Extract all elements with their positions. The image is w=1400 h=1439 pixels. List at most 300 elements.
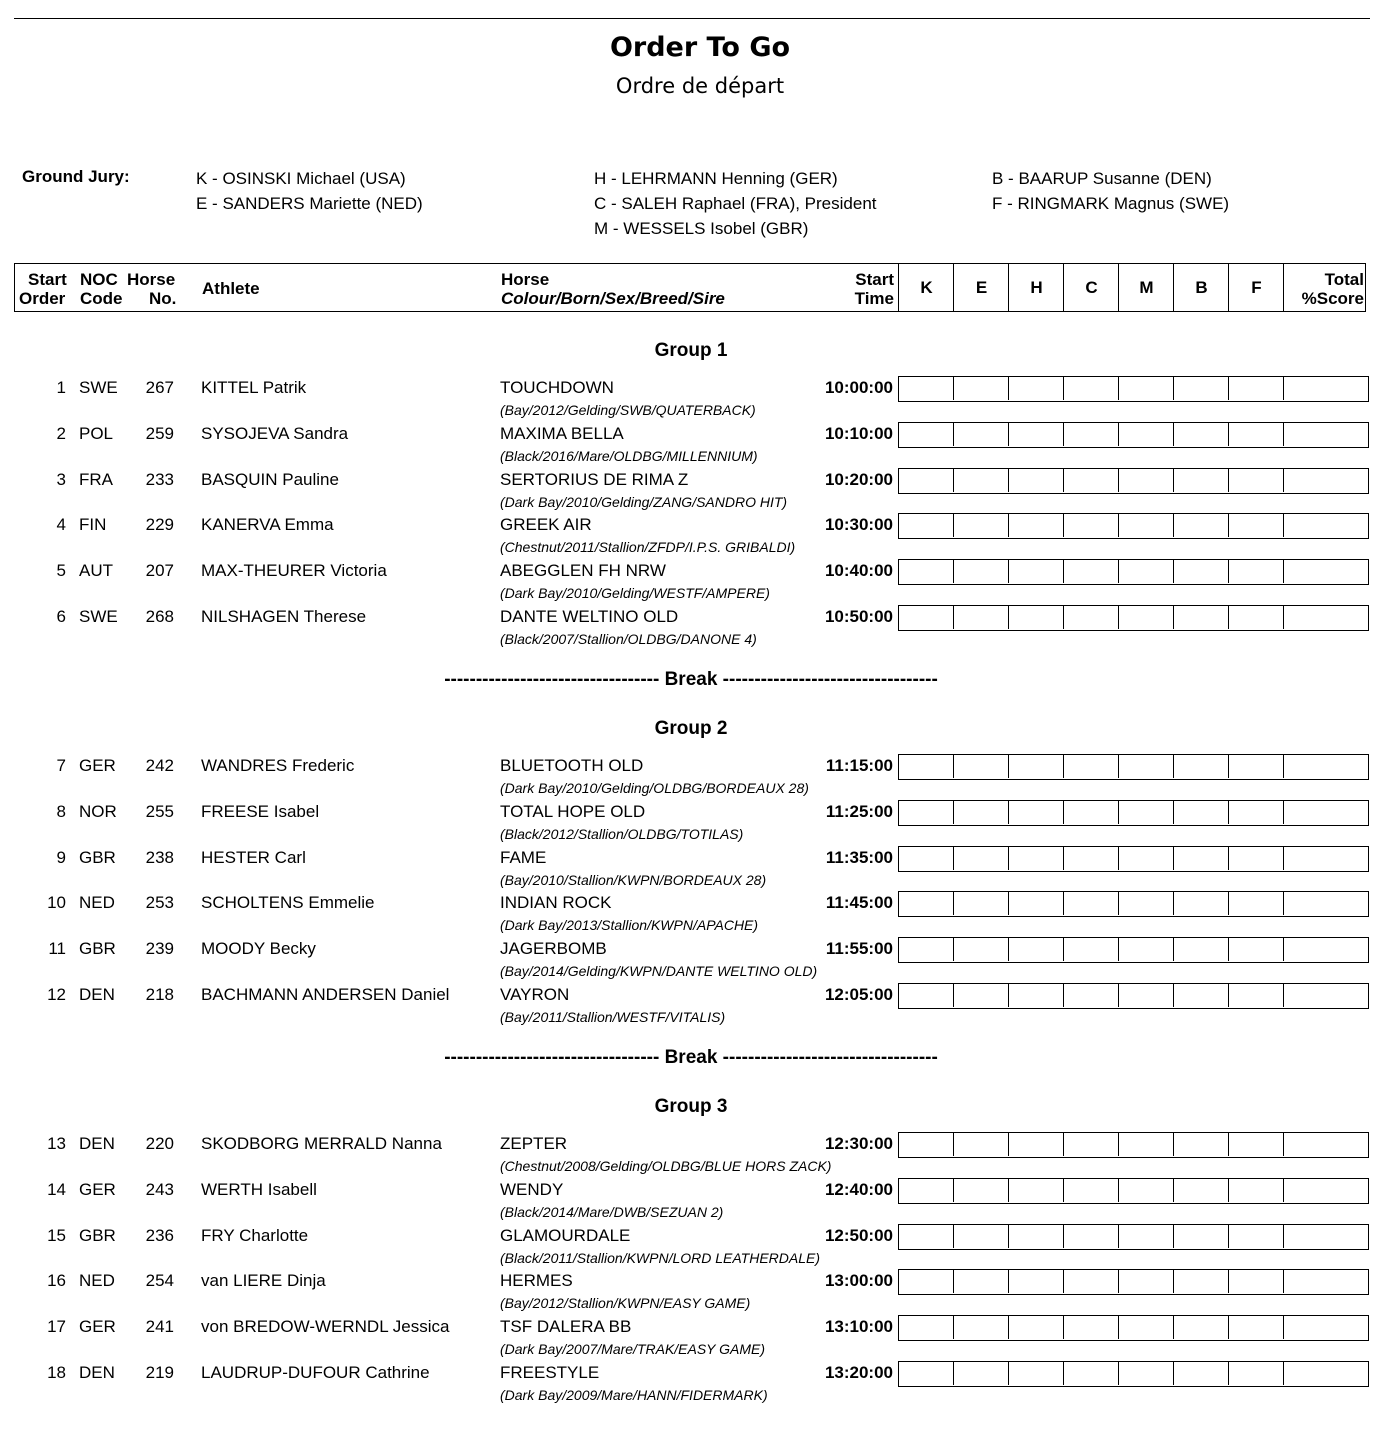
score-box-divider <box>953 755 954 778</box>
score-box-divider <box>1283 423 1284 446</box>
score-box-divider <box>1228 1270 1229 1293</box>
score-boxes <box>898 1361 1369 1387</box>
jury-member: H - LEHRMANN Henning (GER) <box>594 169 838 188</box>
score-box-divider <box>1283 1133 1284 1156</box>
start-time: 10:10:00 <box>824 423 893 443</box>
noc-code: FRA <box>79 469 113 489</box>
score-box-divider <box>1118 755 1119 778</box>
header-no-label: No. <box>149 289 177 308</box>
score-box-divider <box>1173 377 1174 400</box>
start-time: 11:25:00 <box>825 801 893 821</box>
score-box-divider <box>1063 606 1064 629</box>
header-score-label: %Score <box>1301 289 1364 308</box>
score-boxes <box>898 468 1369 494</box>
header-total <box>1283 264 1365 311</box>
jury-column-3 <box>992 166 1229 216</box>
table-row <box>0 893 1400 939</box>
start-time: 10:30:00 <box>824 515 893 535</box>
score-box-divider <box>1118 1270 1119 1293</box>
horse-name: SERTORIUS DE RIMA Z <box>500 469 689 489</box>
score-box-divider <box>1173 938 1174 961</box>
score-box-divider <box>1118 847 1119 870</box>
start-time: 11:35:00 <box>825 847 893 867</box>
horse-details: (Bay/2010/Stallion/KWPN/BORDEAUX 28) <box>500 871 767 888</box>
score-box-divider <box>1173 469 1174 492</box>
score-box-divider <box>1063 377 1064 400</box>
table-row <box>0 939 1400 985</box>
start-time: 13:10:00 <box>824 1317 893 1337</box>
horse-details: (Dark Bay/2007/Mare/TRAK/EASY GAME) <box>500 1341 766 1358</box>
start-order: 3 <box>56 469 66 489</box>
score-box-divider <box>1228 755 1229 778</box>
horse-details: (Dark Bay/2010/Gelding/ZANG/SANDRO HIT) <box>500 493 788 510</box>
score-box-divider <box>1063 560 1064 583</box>
start-order: 17 <box>47 1317 66 1337</box>
score-box-divider <box>1008 1133 1009 1156</box>
start-time: 10:40:00 <box>824 561 893 581</box>
score-box-divider <box>1118 1316 1119 1339</box>
score-box-divider <box>1008 560 1009 583</box>
horse-number: 236 <box>145 1225 174 1245</box>
score-box-divider <box>1228 984 1229 1007</box>
score-box-divider <box>1228 892 1229 915</box>
score-box-divider <box>953 469 954 492</box>
score-boxes <box>898 1315 1369 1341</box>
start-order: 7 <box>56 756 66 775</box>
table-row <box>0 985 1400 1031</box>
score-box-divider <box>1283 755 1284 778</box>
score-box-divider <box>1063 423 1064 446</box>
score-box-divider <box>1173 560 1174 583</box>
top-rule <box>14 18 1370 19</box>
horse-details: (Bay/2011/Stallion/WESTF/VITALIS) <box>500 1009 726 1025</box>
table-row <box>0 802 1400 848</box>
horse-details: (Black/2012/Stallion/OLDBG/TOTILAS) <box>500 825 744 842</box>
score-box-divider <box>1008 892 1009 915</box>
score-box-divider <box>1228 847 1229 870</box>
judge-letter: H <box>1030 278 1043 297</box>
start-time: 10:00:00 <box>824 378 893 397</box>
athlete-name: SCHOLTENS Emmelie <box>201 893 375 913</box>
score-box-divider <box>953 1225 954 1248</box>
score-box-divider <box>1228 938 1229 961</box>
noc-code: GBR <box>79 847 116 867</box>
score-box-divider <box>953 606 954 629</box>
judge-letter: K <box>920 278 933 297</box>
table-row <box>0 424 1400 470</box>
group-title: Group 1 <box>654 340 728 361</box>
start-time: 11:15:00 <box>825 756 893 775</box>
start-order: 16 <box>47 1271 66 1291</box>
header-total-label: Total <box>1324 270 1364 289</box>
score-box-divider <box>1008 938 1009 961</box>
horse-details: (Chestnut/2008/Gelding/OLDBG/BLUE HORS ZACK) <box>500 1158 832 1174</box>
score-box-divider <box>1063 755 1064 778</box>
header-judge-b <box>1173 264 1228 311</box>
table-row <box>0 470 1400 516</box>
athlete-name: BASQUIN Pauline <box>201 469 339 489</box>
score-box-divider <box>1118 984 1119 1007</box>
score-box-divider <box>1063 1316 1064 1339</box>
start-order: 18 <box>47 1363 66 1382</box>
score-box-divider <box>1228 469 1229 492</box>
score-box-divider <box>1008 984 1009 1007</box>
score-box-divider <box>1008 755 1009 778</box>
score-box-divider <box>1283 1179 1284 1202</box>
start-order: 5 <box>56 561 66 581</box>
score-box-divider <box>1283 514 1284 537</box>
table-row <box>0 1317 1400 1363</box>
athlete-name: SYSOJEVA Sandra <box>201 423 349 443</box>
score-box-divider <box>1173 1225 1174 1248</box>
score-box-divider <box>1063 801 1064 824</box>
horse-name: BLUETOOTH OLD <box>500 756 644 775</box>
score-box-divider <box>1118 560 1119 583</box>
score-box-divider <box>1173 514 1174 537</box>
table-row <box>0 561 1400 607</box>
athlete-name: WANDRES Frederic <box>201 756 355 775</box>
horse-name: JAGERBOMB <box>500 939 607 959</box>
score-box-divider <box>1173 606 1174 629</box>
horse-name: DANTE WELTINO OLD <box>500 607 679 626</box>
score-box-divider <box>1063 984 1064 1007</box>
header-judge-e <box>953 264 1008 311</box>
score-box-divider <box>1228 1133 1229 1156</box>
score-box-divider <box>1228 1179 1229 1202</box>
horse-number: 207 <box>145 561 174 581</box>
start-order: 1 <box>56 378 66 397</box>
noc-code: GER <box>79 756 116 775</box>
horse-number: 268 <box>145 607 174 626</box>
ground-jury-label: Ground Jury: <box>22 167 130 186</box>
horse-details: (Bay/2012/Stallion/KWPN/EASY GAME) <box>500 1295 751 1312</box>
score-box-divider <box>953 377 954 400</box>
noc-code: SWE <box>79 607 118 626</box>
start-time: 12:40:00 <box>824 1179 893 1199</box>
score-box-divider <box>953 1179 954 1202</box>
jury-member: E - SANDERS Mariette (NED) <box>196 194 423 213</box>
score-box-divider <box>1283 1225 1284 1248</box>
athlete-name: SKODBORG MERRALD Nanna <box>201 1134 442 1153</box>
header-horse-details-label: Colour/Born/Sex/Breed/Sire <box>501 289 725 308</box>
score-box-divider <box>1008 377 1009 400</box>
score-box-divider <box>953 1133 954 1156</box>
score-boxes <box>898 1178 1369 1204</box>
horse-number: 241 <box>145 1317 174 1337</box>
page-title: Order To Go <box>609 32 791 63</box>
horse-number: 229 <box>145 515 174 535</box>
horse-number: 259 <box>145 423 174 443</box>
score-box-divider <box>1173 1362 1174 1385</box>
start-time: 13:20:00 <box>824 1363 893 1382</box>
score-box-divider <box>1118 606 1119 629</box>
score-box-divider <box>1063 1179 1064 1202</box>
table-row <box>0 1271 1400 1317</box>
score-box-divider <box>1008 469 1009 492</box>
horse-details: (Bay/2014/Gelding/KWPN/DANTE WELTINO OLD) <box>500 963 818 980</box>
score-boxes <box>898 937 1369 963</box>
start-time: 12:50:00 <box>824 1225 893 1245</box>
horse-number: 255 <box>145 801 174 821</box>
page-subtitle: Ordre de départ <box>615 74 785 98</box>
table-row <box>0 515 1400 561</box>
score-box-divider <box>1228 801 1229 824</box>
start-order: 6 <box>56 607 66 626</box>
score-box-divider <box>1118 1133 1119 1156</box>
athlete-name: KANERVA Emma <box>201 515 334 535</box>
jury-member: B - BAARUP Susanne (DEN) <box>992 169 1212 188</box>
start-time: 11:55:00 <box>825 939 893 959</box>
header-athlete-label: Athlete <box>202 279 260 298</box>
noc-code: AUT <box>79 561 113 581</box>
athlete-name: KITTEL Patrik <box>201 378 307 397</box>
start-order: 12 <box>47 985 66 1004</box>
horse-details: (Dark Bay/2013/Stallion/KWPN/APACHE) <box>500 917 759 934</box>
header-judge-m <box>1118 264 1173 311</box>
score-box-divider <box>1008 801 1009 824</box>
start-order: 11 <box>48 939 66 959</box>
athlete-name: FRY Charlotte <box>201 1225 309 1245</box>
horse-name: INDIAN ROCK <box>500 893 612 913</box>
horse-name: FAME <box>500 847 547 867</box>
break-separator: ---------------------------------- Break ---------------------------------- <box>444 669 938 690</box>
horse-name: GREEK AIR <box>500 515 592 535</box>
horse-details: (Dark Bay/2009/Mare/HANN/FIDERMARK) <box>500 1387 768 1403</box>
score-box-divider <box>953 514 954 537</box>
start-time: 12:05:00 <box>824 985 893 1004</box>
horse-details: (Bay/2012/Gelding/SWB/QUATERBACK) <box>500 402 756 418</box>
score-box-divider <box>1118 469 1119 492</box>
noc-code: GBR <box>79 939 116 959</box>
noc-code: FIN <box>79 515 107 535</box>
noc-code: DEN <box>79 1134 115 1153</box>
score-box-divider <box>1173 847 1174 870</box>
judge-letter: M <box>1139 278 1154 297</box>
score-box-divider <box>1228 1362 1229 1385</box>
score-box-divider <box>953 423 954 446</box>
noc-code: DEN <box>79 985 115 1004</box>
score-box-divider <box>1228 423 1229 446</box>
noc-code: GER <box>79 1317 116 1337</box>
score-boxes <box>898 983 1369 1009</box>
start-order: 4 <box>56 515 66 535</box>
athlete-name: FREESE Isabel <box>201 801 320 821</box>
header-horse-no-label: Horse <box>127 270 176 289</box>
horse-name: TOTAL HOPE OLD <box>500 801 646 821</box>
score-box-divider <box>953 1270 954 1293</box>
start-order: 14 <box>47 1179 66 1199</box>
start-time: 10:50:00 <box>824 607 893 626</box>
noc-code: POL <box>79 423 114 443</box>
score-box-divider <box>1173 984 1174 1007</box>
table-row <box>0 1363 1400 1409</box>
score-box-divider <box>1283 606 1284 629</box>
jury-column-1 <box>196 166 423 216</box>
start-order: 10 <box>47 893 66 913</box>
score-box-divider <box>1063 1133 1064 1156</box>
score-box-divider <box>1283 938 1284 961</box>
horse-details: (Dark Bay/2010/Gelding/WESTF/AMPERE) <box>500 585 770 602</box>
score-boxes <box>898 891 1369 917</box>
horse-number: 254 <box>145 1271 174 1291</box>
score-boxes <box>898 513 1369 539</box>
table-row <box>0 1226 1400 1272</box>
noc-code: NOR <box>79 801 117 821</box>
athlete-name: BACHMANN ANDERSEN Daniel <box>201 985 450 1004</box>
horse-number: 220 <box>145 1134 174 1153</box>
score-box-divider <box>1063 892 1064 915</box>
score-box-divider <box>1283 847 1284 870</box>
athlete-name: HESTER Carl <box>201 847 306 867</box>
score-box-divider <box>1173 423 1174 446</box>
header-judge-h <box>1008 264 1063 311</box>
score-boxes <box>898 376 1369 402</box>
table-row <box>0 756 1400 802</box>
score-boxes <box>898 422 1369 448</box>
score-box-divider <box>1118 938 1119 961</box>
horse-number: 238 <box>145 847 174 867</box>
athlete-name: van LIERE Dinja <box>201 1271 326 1291</box>
table-row <box>0 378 1400 424</box>
score-boxes <box>898 1269 1369 1295</box>
score-box-divider <box>1063 847 1064 870</box>
score-box-divider <box>1008 847 1009 870</box>
header-judge-k <box>898 264 953 311</box>
judge-letter: B <box>1195 278 1208 297</box>
score-box-divider <box>1008 1316 1009 1339</box>
athlete-name: MOODY Becky <box>201 939 316 959</box>
score-box-divider <box>1173 1179 1174 1202</box>
horse-name: WENDY <box>500 1179 564 1199</box>
score-box-divider <box>1118 1225 1119 1248</box>
score-box-divider <box>1173 1316 1174 1339</box>
score-box-divider <box>1063 514 1064 537</box>
header-order-label: Order <box>19 289 66 308</box>
score-box-divider <box>1228 377 1229 400</box>
score-box-divider <box>1008 1225 1009 1248</box>
start-order: 13 <box>47 1134 66 1153</box>
header-time-label: Time <box>854 289 894 308</box>
score-box-divider <box>1118 514 1119 537</box>
score-box-divider <box>1228 606 1229 629</box>
athlete-name: LAUDRUP-DUFOUR Cathrine <box>201 1363 430 1382</box>
horse-name: TOUCHDOWN <box>500 378 614 397</box>
score-box-divider <box>1008 1179 1009 1202</box>
judge-letter: F <box>1251 278 1262 297</box>
score-box-divider <box>1063 1225 1064 1248</box>
horse-number: 242 <box>145 756 174 775</box>
horse-details: (Black/2011/Stallion/KWPN/LORD LEATHERDALE) <box>500 1249 821 1266</box>
score-box-divider <box>1228 1225 1229 1248</box>
table-row <box>0 1180 1400 1226</box>
score-boxes <box>898 605 1369 631</box>
horse-details: (Chestnut/2011/Stallion/ZFDP/I.P.S. GRIBALDI) <box>500 539 796 556</box>
score-box-divider <box>1173 892 1174 915</box>
horse-details: (Dark Bay/2010/Gelding/OLDBG/BORDEAUX 28) <box>500 780 809 796</box>
score-box-divider <box>953 1362 954 1385</box>
score-box-divider <box>1118 377 1119 400</box>
score-box-divider <box>1173 1133 1174 1156</box>
score-box-divider <box>1063 938 1064 961</box>
score-box-divider <box>1118 423 1119 446</box>
score-box-divider <box>1283 1270 1284 1293</box>
start-time: 13:00:00 <box>824 1271 893 1291</box>
header-judge-f <box>1228 264 1283 311</box>
horse-details: (Black/2014/Mare/DWB/SEZUAN 2) <box>500 1203 724 1220</box>
header-start-time-label: Start <box>855 270 894 289</box>
score-box-divider <box>1173 755 1174 778</box>
score-box-divider <box>1283 560 1284 583</box>
score-box-divider <box>1283 377 1284 400</box>
score-box-divider <box>1008 606 1009 629</box>
table-row <box>0 1134 1400 1180</box>
score-box-divider <box>1118 892 1119 915</box>
horse-details: (Black/2007/Stallion/OLDBG/DANONE 4) <box>500 631 757 647</box>
score-box-divider <box>1008 514 1009 537</box>
score-boxes <box>898 559 1369 585</box>
jury-member: C - SALEH Raphael (FRA), President <box>594 194 877 213</box>
score-box-divider <box>953 560 954 583</box>
score-boxes <box>898 1224 1369 1250</box>
start-order: 2 <box>56 423 66 443</box>
score-boxes <box>898 846 1369 872</box>
horse-number: 233 <box>145 469 174 489</box>
header-start-label: Start <box>28 270 67 289</box>
jury-member: F - RINGMARK Magnus (SWE) <box>992 194 1230 213</box>
horse-number: 253 <box>145 893 174 913</box>
noc-code: GER <box>79 1179 116 1199</box>
score-box-divider <box>1118 1179 1119 1202</box>
athlete-name: NILSHAGEN Therese <box>201 607 367 626</box>
score-box-divider <box>1173 1270 1174 1293</box>
score-box-divider <box>1283 801 1284 824</box>
start-order: 9 <box>56 847 66 867</box>
header-noc-label: NOC <box>80 270 118 289</box>
horse-details: (Black/2016/Mare/OLDBG/MILLENNIUM) <box>500 447 758 464</box>
start-order: 15 <box>47 1225 66 1245</box>
jury-member: K - OSINSKI Michael (USA) <box>196 169 406 188</box>
start-order: 8 <box>56 801 66 821</box>
score-boxes <box>898 800 1369 826</box>
score-box-divider <box>1118 1362 1119 1385</box>
score-box-divider <box>1118 801 1119 824</box>
horse-name: MAXIMA BELLA <box>500 423 624 443</box>
noc-code: SWE <box>79 378 118 397</box>
horse-name: GLAMOURDALE <box>500 1225 631 1245</box>
score-box-divider <box>953 801 954 824</box>
start-time: 10:20:00 <box>824 469 893 489</box>
score-box-divider <box>1008 1362 1009 1385</box>
score-box-divider <box>953 938 954 961</box>
horse-name: VAYRON <box>500 985 570 1004</box>
horse-number: 239 <box>145 939 174 959</box>
noc-code: NED <box>79 1271 115 1291</box>
athlete-name: WERTH Isabell <box>201 1179 317 1199</box>
header-horse-label: Horse <box>501 270 550 289</box>
horse-name: ABEGGLEN FH NRW <box>500 561 666 581</box>
score-boxes <box>898 1132 1369 1158</box>
table-row <box>0 848 1400 894</box>
table-row <box>0 607 1400 653</box>
score-boxes <box>898 754 1369 780</box>
score-box-divider <box>1283 469 1284 492</box>
score-box-divider <box>1228 1316 1229 1339</box>
noc-code: GBR <box>79 1225 116 1245</box>
score-box-divider <box>1008 423 1009 446</box>
score-box-divider <box>1283 984 1284 1007</box>
break-separator: ---------------------------------- Break ---------------------------------- <box>444 1047 938 1068</box>
horse-name: ZEPTER <box>500 1134 568 1153</box>
